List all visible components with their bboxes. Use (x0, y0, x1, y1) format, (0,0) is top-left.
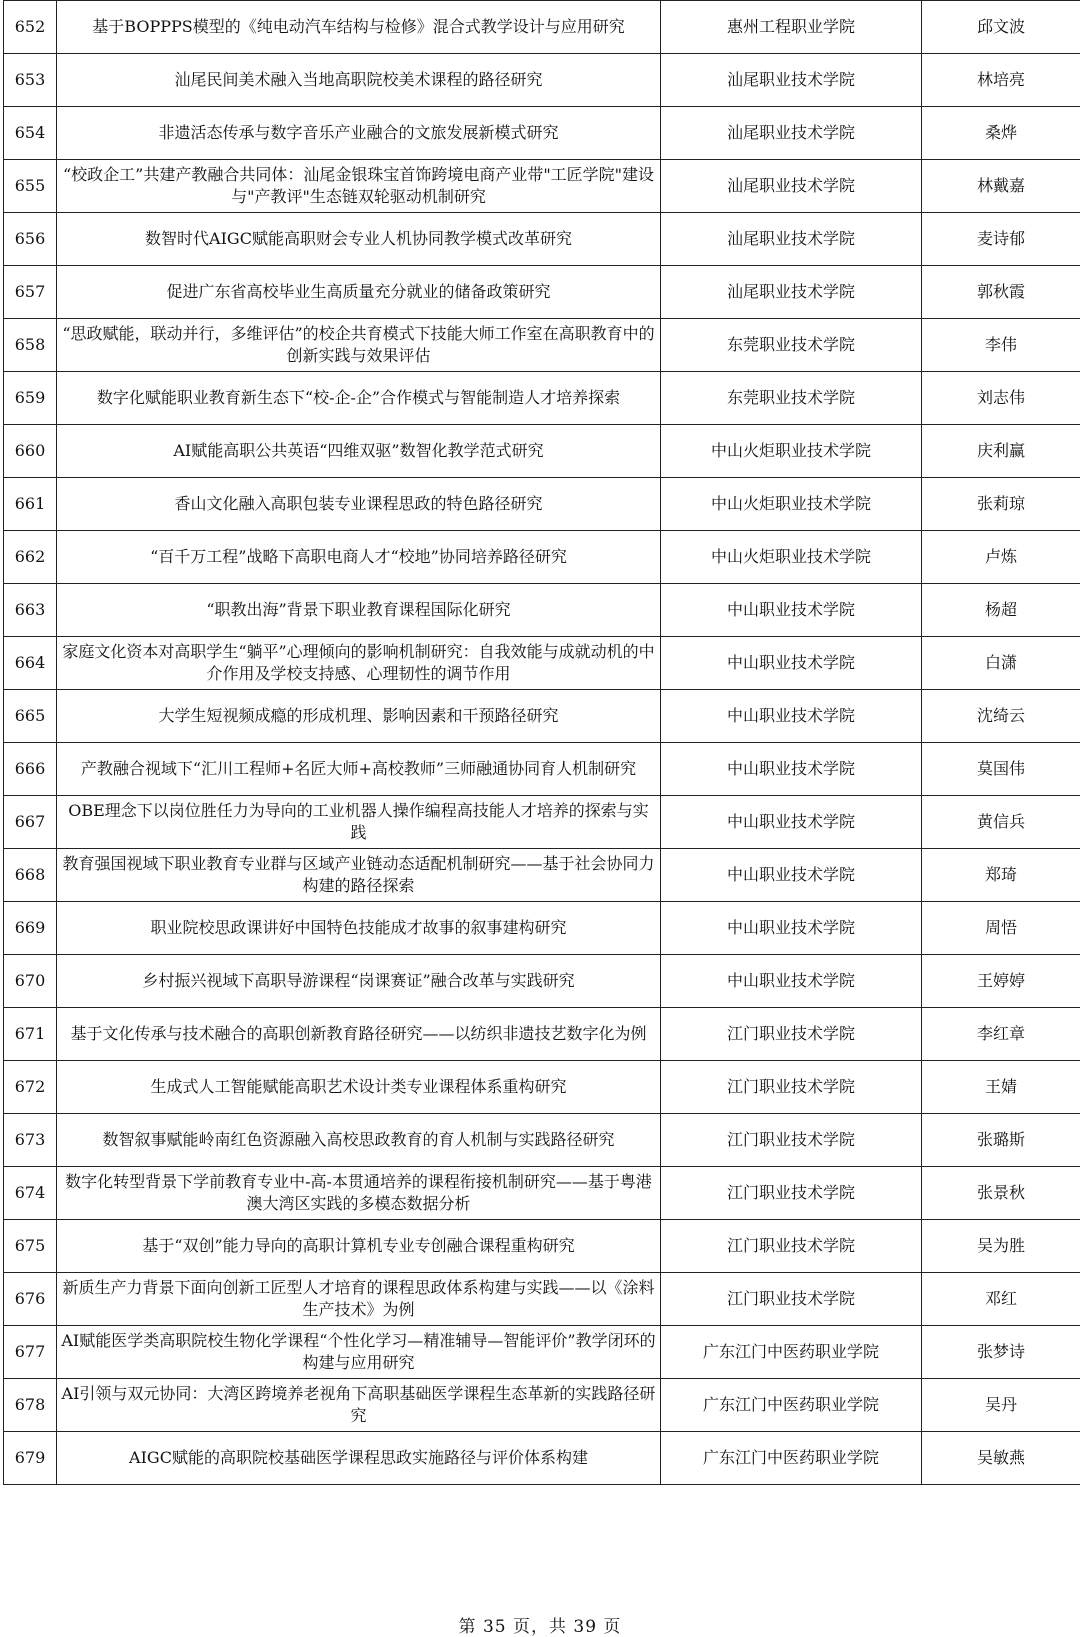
table-row (4, 319, 1080, 372)
project-title: AIGC赋能的高职院校基础医学课程思政实施路径与评价体系构建 (57, 1432, 661, 1485)
table-row (4, 637, 1080, 690)
project-title: 香山文化融入高职包装专业课程思政的特色路径研究 (57, 478, 661, 531)
institution: 东莞职业技术学院 (661, 372, 922, 425)
table-row (4, 902, 1080, 955)
project-leader: 郑琦 (922, 849, 1080, 902)
row-number: 661 (4, 478, 57, 531)
project-leader: 白潇 (922, 637, 1080, 690)
project-leader: 郭秋霞 (922, 266, 1080, 319)
project-title: “职教出海”背景下职业教育课程国际化研究 (57, 584, 661, 637)
table-row (4, 531, 1080, 584)
project-title: 数智时代AIGC赋能高职财会专业人机协同教学模式改革研究 (57, 213, 661, 266)
row-number: 668 (4, 849, 57, 902)
row-number: 677 (4, 1326, 57, 1379)
table-row (4, 796, 1080, 849)
table-row (4, 1, 1080, 54)
project-title: 数字化赋能职业教育新生态下“校-企-企”合作模式与智能制造人才培养探索 (57, 372, 661, 425)
institution: 汕尾职业技术学院 (661, 107, 922, 160)
institution: 广东江门中医药职业学院 (661, 1326, 922, 1379)
table-row (4, 1220, 1080, 1273)
row-number: 658 (4, 319, 57, 372)
institution: 汕尾职业技术学院 (661, 213, 922, 266)
institution: 江门职业技术学院 (661, 1273, 922, 1326)
table-row (4, 266, 1080, 319)
project-leader: 林戴嘉 (922, 160, 1080, 213)
project-leader: 林培亮 (922, 54, 1080, 107)
project-table (3, 0, 1080, 1485)
institution: 江门职业技术学院 (661, 1167, 922, 1220)
row-number: 675 (4, 1220, 57, 1273)
table-row (4, 1326, 1080, 1379)
row-number: 666 (4, 743, 57, 796)
table-row (4, 584, 1080, 637)
row-number: 665 (4, 690, 57, 743)
table-row (4, 1114, 1080, 1167)
row-number: 656 (4, 213, 57, 266)
table-row (4, 478, 1080, 531)
project-title: OBE理念下以岗位胜任力为导向的工业机器人操作编程高技能人才培养的探索与实践 (57, 796, 661, 849)
project-leader: 张景秋 (922, 1167, 1080, 1220)
project-leader: 庆利赢 (922, 425, 1080, 478)
table-row (4, 1273, 1080, 1326)
table-row (4, 743, 1080, 796)
project-title: 教育强国视域下职业教育专业群与区域产业链动态适配机制研究——基于社会协同力构建的路径探索 (57, 849, 661, 902)
project-title: 基于文化传承与技术融合的高职创新教育路径研究——以纺织非遗技艺数字化为例 (57, 1008, 661, 1061)
institution: 江门职业技术学院 (661, 1220, 922, 1273)
project-leader: 邓红 (922, 1273, 1080, 1326)
project-title: 促进广东省高校毕业生高质量充分就业的储备政策研究 (57, 266, 661, 319)
institution: 中山职业技术学院 (661, 690, 922, 743)
row-number: 679 (4, 1432, 57, 1485)
project-leader: 麦诗郁 (922, 213, 1080, 266)
project-leader: 李红章 (922, 1008, 1080, 1061)
table-row (4, 1167, 1080, 1220)
project-title: 基于BOPPPS模型的《纯电动汽车结构与检修》混合式教学设计与应用研究 (57, 1, 661, 54)
project-title: “校政企工”共建产教融合共同体：汕尾金银珠宝首饰跨境电商产业带"工匠学院"建设与"产教评"生态链双轮驱动机制研究 (57, 160, 661, 213)
row-number: 655 (4, 160, 57, 213)
project-title: 汕尾民间美术融入当地高职院校美术课程的路径研究 (57, 54, 661, 107)
project-leader: 吴敏燕 (922, 1432, 1080, 1485)
table-row (4, 213, 1080, 266)
project-leader: 王婧 (922, 1061, 1080, 1114)
table-row (4, 372, 1080, 425)
project-leader: 吴丹 (922, 1379, 1080, 1432)
table-row (4, 690, 1080, 743)
project-leader: 黄信兵 (922, 796, 1080, 849)
institution: 中山职业技术学院 (661, 796, 922, 849)
row-number: 663 (4, 584, 57, 637)
row-number: 664 (4, 637, 57, 690)
project-title: 非遗活态传承与数字音乐产业融合的文旅发展新模式研究 (57, 107, 661, 160)
row-number: 674 (4, 1167, 57, 1220)
row-number: 659 (4, 372, 57, 425)
table-row (4, 54, 1080, 107)
table-row (4, 1061, 1080, 1114)
project-title: 新质生产力背景下面向创新工匠型人才培育的课程思政体系构建与实践——以《涂料生产技术》为例 (57, 1273, 661, 1326)
institution: 汕尾职业技术学院 (661, 266, 922, 319)
institution: 中山职业技术学院 (661, 849, 922, 902)
project-title: “思政赋能，联动并行，多维评估”的校企共育模式下技能大师工作室在高职教育中的创新实践与效果评估 (57, 319, 661, 372)
row-number: 673 (4, 1114, 57, 1167)
table-row (4, 160, 1080, 213)
row-number: 669 (4, 902, 57, 955)
project-leader: 吴为胜 (922, 1220, 1080, 1273)
institution: 中山火炬职业技术学院 (661, 478, 922, 531)
institution: 中山职业技术学院 (661, 584, 922, 637)
row-number: 653 (4, 54, 57, 107)
project-title: 数字化转型背景下学前教育专业中-高-本贯通培养的课程衔接机制研究——基于粤港澳大湾区实践的多模态数据分析 (57, 1167, 661, 1220)
project-title: 产教融合视域下“汇川工程师+名匠大师+高校教师”三师融通协同育人机制研究 (57, 743, 661, 796)
row-number: 657 (4, 266, 57, 319)
institution: 汕尾职业技术学院 (661, 160, 922, 213)
row-number: 676 (4, 1273, 57, 1326)
project-title: 家庭文化资本对高职学生“躺平”心理倾向的影响机制研究：自我效能与成就动机的中介作用及学校支持感、心理韧性的调节作用 (57, 637, 661, 690)
row-number: 652 (4, 1, 57, 54)
table-row (4, 955, 1080, 1008)
institution: 江门职业技术学院 (661, 1114, 922, 1167)
project-leader: 张莉琼 (922, 478, 1080, 531)
project-leader: 王婷婷 (922, 955, 1080, 1008)
table-row (4, 1008, 1080, 1061)
project-title: “百千万工程”战略下高职电商人才“校地”协同培养路径研究 (57, 531, 661, 584)
project-leader: 李伟 (922, 319, 1080, 372)
project-title: AI赋能医学类高职院校生物化学课程“个性化学习—精准辅导—智能评价”教学闭环的构建与应用研究 (57, 1326, 661, 1379)
project-title: 生成式人工智能赋能高职艺术设计类专业课程体系重构研究 (57, 1061, 661, 1114)
project-table-body (4, 1, 1080, 1485)
table-row (4, 1432, 1080, 1485)
institution: 广东江门中医药职业学院 (661, 1379, 922, 1432)
project-title: 大学生短视频成瘾的形成机理、影响因素和干预路径研究 (57, 690, 661, 743)
row-number: 660 (4, 425, 57, 478)
project-leader: 张璐斯 (922, 1114, 1080, 1167)
institution: 广东江门中医药职业学院 (661, 1432, 922, 1485)
row-number: 671 (4, 1008, 57, 1061)
institution: 江门职业技术学院 (661, 1061, 922, 1114)
row-number: 672 (4, 1061, 57, 1114)
project-title: 职业院校思政课讲好中国特色技能成才故事的叙事建构研究 (57, 902, 661, 955)
row-number: 654 (4, 107, 57, 160)
project-title: 基于“双创”能力导向的高职计算机专业专创融合课程重构研究 (57, 1220, 661, 1273)
project-title: 乡村振兴视域下高职导游课程“岗课赛证”融合改革与实践研究 (57, 955, 661, 1008)
project-leader: 沈绮云 (922, 690, 1080, 743)
table-row (4, 1379, 1080, 1432)
project-leader: 桑烨 (922, 107, 1080, 160)
project-leader: 刘志伟 (922, 372, 1080, 425)
institution: 中山职业技术学院 (661, 902, 922, 955)
table-row (4, 849, 1080, 902)
institution: 汕尾职业技术学院 (661, 54, 922, 107)
project-title: AI赋能高职公共英语“四维双驱”数智化教学范式研究 (57, 425, 661, 478)
institution: 中山火炬职业技术学院 (661, 425, 922, 478)
project-title: AI引领与双元协同：大湾区跨境养老视角下高职基础医学课程生态革新的实践路径研究 (57, 1379, 661, 1432)
row-number: 670 (4, 955, 57, 1008)
institution: 江门职业技术学院 (661, 1008, 922, 1061)
institution: 中山职业技术学院 (661, 955, 922, 1008)
institution: 中山职业技术学院 (661, 743, 922, 796)
table-row (4, 425, 1080, 478)
project-leader: 张梦诗 (922, 1326, 1080, 1379)
page-footer: 第 35 页，共 39 页 (0, 1612, 1080, 1637)
institution: 中山职业技术学院 (661, 637, 922, 690)
project-title: 数智叙事赋能岭南红色资源融入高校思政教育的育人机制与实践路径研究 (57, 1114, 661, 1167)
row-number: 662 (4, 531, 57, 584)
institution: 中山火炬职业技术学院 (661, 531, 922, 584)
project-leader: 卢炼 (922, 531, 1080, 584)
row-number: 667 (4, 796, 57, 849)
table-row (4, 107, 1080, 160)
project-leader: 周悟 (922, 902, 1080, 955)
project-leader: 杨超 (922, 584, 1080, 637)
institution: 惠州工程职业学院 (661, 1, 922, 54)
project-leader: 莫国伟 (922, 743, 1080, 796)
row-number: 678 (4, 1379, 57, 1432)
project-leader: 邱文波 (922, 1, 1080, 54)
institution: 东莞职业技术学院 (661, 319, 922, 372)
